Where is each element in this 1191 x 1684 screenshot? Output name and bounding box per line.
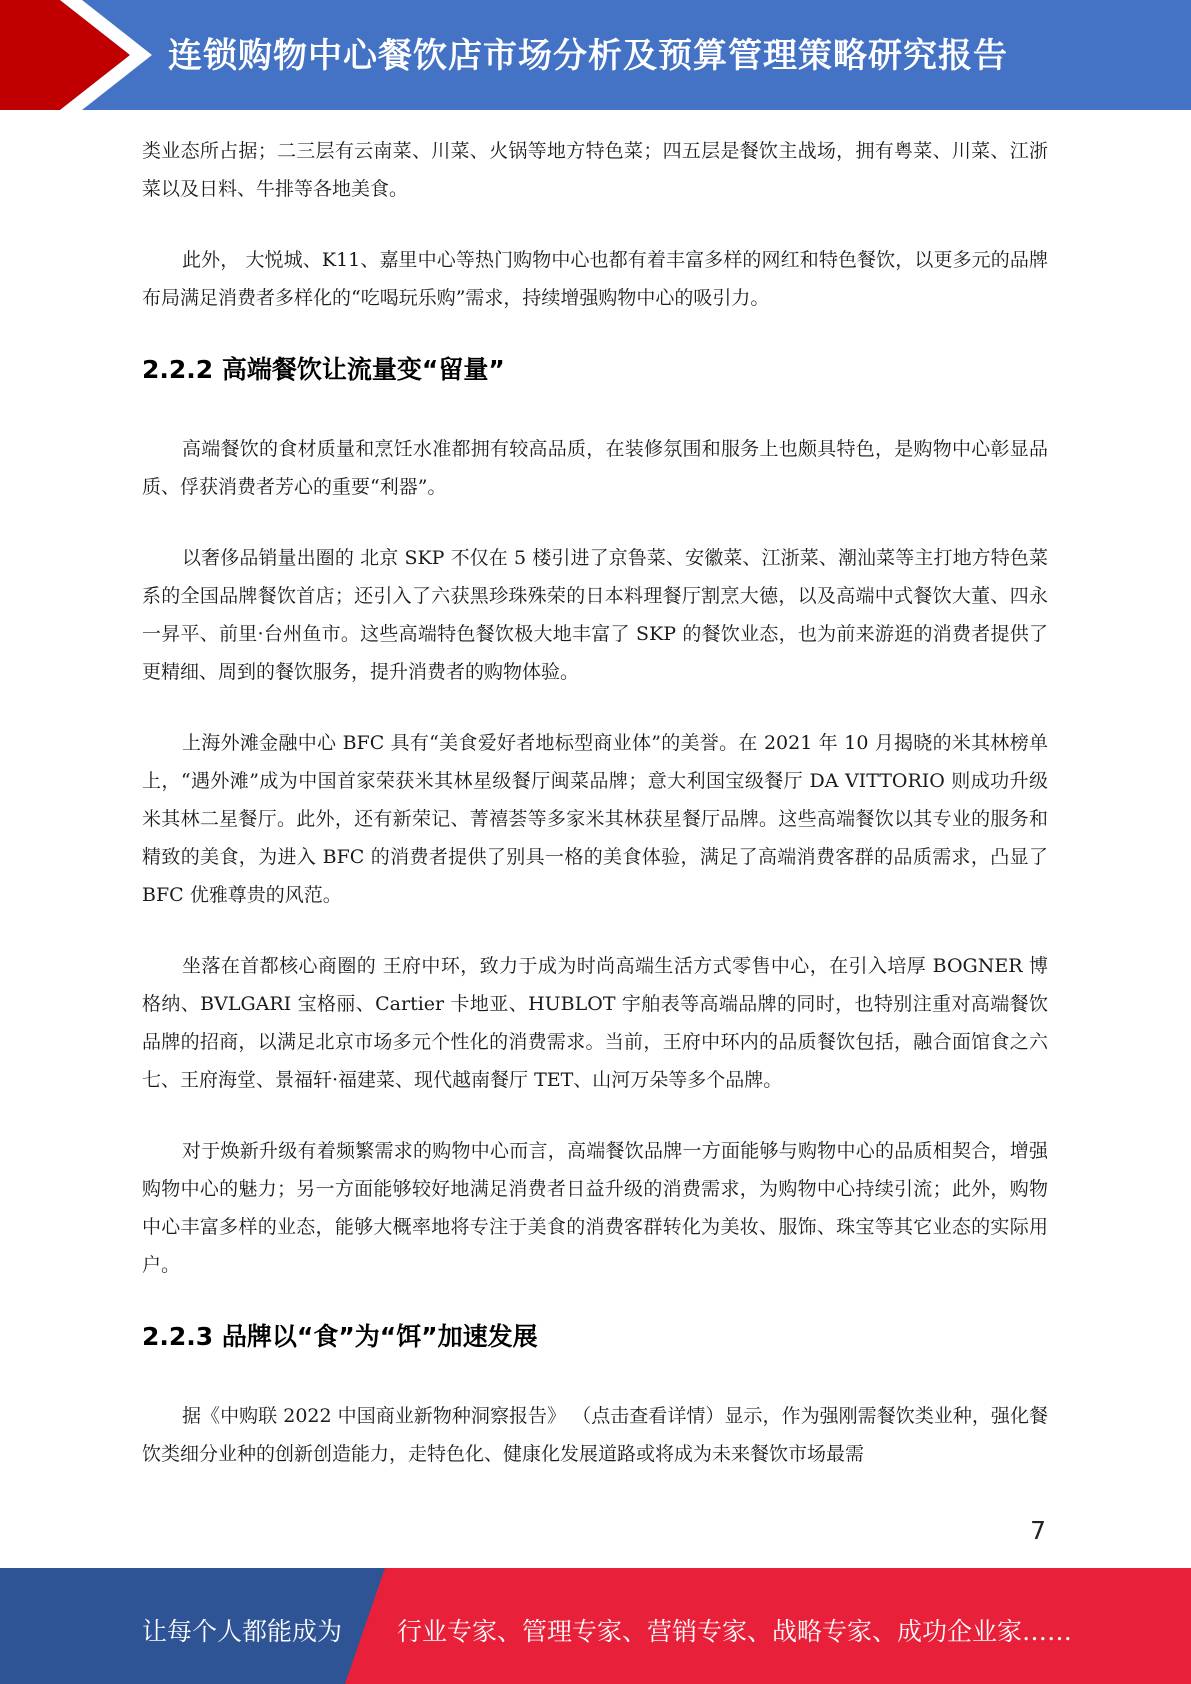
footer-slogan-left: 让每个人都能成为 [142,1617,343,1646]
page-header [0,0,1191,110]
document-body [142,132,1048,1506]
paragraph-4: 以奢侈品销量出圈的 北京 SKP 不仅在 5 楼引进了京鲁菜、安徽菜、江浙菜、潮汕菜等主打地方特色菜系的全国品牌餐饮首店；还引入了六获黑珍珠殊荣的日本料理餐厅割烹大德，以及高端中式餐饮大董、四永一昇平、前里·台州鱼市。这些高端特色餐饮极大地丰富了 SKP 的餐饮业态，也为前来游逛的消费者提供了更精细、周到的餐饮服务，提升消费者的购物体验。 [142,547,1048,683]
paragraph-6: 坐落在首都核心商圈的 王府中环，致力于成为时尚高端生活方式零售中心，在引入培厚 BOGNER 博格纳、BVLGARI 宝格丽、Cartier 卡地亚、HUBLOT 宇舶表等高端品牌的同时，也特别注重对高端餐饮品牌的招商，以满足北京市场多元个性化的消费需求。当前，王府中环内的品质餐饮包括，融合面馆食之六七、王府海堂、景福轩·福建菜、现代越南餐厅 TET、山河万朵等多个品牌。 [142,955,1048,1091]
page-number: 7 [1030,1516,1046,1545]
report-title: 连锁购物中心餐饮店市场分析及预算管理策略研究报告 [168,36,1008,76]
paragraph-5: 上海外滩金融中心 BFC 具有“美食爱好者地标型商业体”的美誉。在 2021 年 10 月揭晓的米其林榜单上，“遇外滩”成为中国首家荣获米其林星级餐厅闽菜品牌；意大利国宝级餐厅 DA VITTORIO 则成功升级米其林二星餐厅。此外，还有新荣记、菁禧荟等多家米其林获星餐厅品牌。这些高端餐饮以其专业的服务和精致的美食，为进入 BFC 的消费者提供了别具一格的美食体验，满足了高端消费客群的品质需求，凸显了 BFC 优雅尊贵的风范。 [142,732,1048,906]
section-heading-2-2-2: 2.2.2 高端餐饮让流量变“留量” [142,355,505,384]
paragraph-1: 类业态所占据；二三层有云南菜、川菜、火锅等地方特色菜；四五层是餐饮主战场，拥有粤菜、川菜、江浙菜以及日料、牛排等各地美食。 [142,140,1048,200]
section-heading-2-2-3: 2.2.3 品牌以“食”为“饵”加速发展 [142,1322,538,1351]
paragraph-8: 据《中购联 2022 中国商业新物种洞察报告》 （点击查看详情）显示，作为强刚需餐饮类业种，强化餐饮类细分业种的创新创造能力，走特色化、健康化发展道路或将成为未来餐饮市场最需 [142,1405,1048,1465]
page-footer [0,1568,1191,1684]
paragraph-7: 对于焕新升级有着频繁需求的购物中心而言，高端餐饮品牌一方面能够与购物中心的品质相契合，增强购物中心的魅力；另一方面能够较好地满足消费者日益升级的消费需求，为购物中心持续引流；此外，购物中心丰富多样的业态，能够大概率地将专注于美食的消费客群转化为美妆、服饰、珠宝等其它业态的实际用户。 [142,1140,1048,1276]
footer-slogan-right: 行业专家、管理专家、营销专家、战略专家、成功企业家…… [397,1617,1073,1646]
paragraph-3: 高端餐饮的食材质量和烹饪水准都拥有较高品质，在装修氛围和服务上也颇具特色，是购物中心彰显品质、俘获消费者芳心的重要“利器”。 [142,438,1048,498]
paragraph-2: 此外， 大悦城、K11、嘉里中心等热门购物中心也都有着丰富多样的网红和特色餐饮，以更多元的品牌布局满足消费者多样化的“吃喝玩乐购”需求，持续增强购物中心的吸引力。 [142,249,1048,309]
